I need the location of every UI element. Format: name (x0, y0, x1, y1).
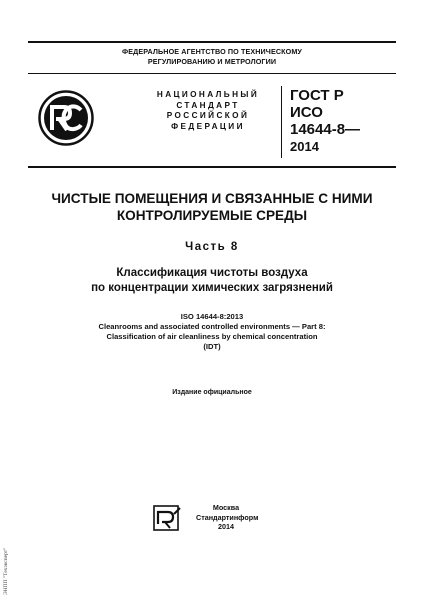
title-line-2: КОНТРОЛИРУЕМЫЕ СРЕДЫ (116, 208, 308, 223)
publisher-city: Москва (212, 503, 240, 512)
gost-designation (290, 87, 400, 155)
iso-line-2: Cleanrooms and associated controlled environments — Part 8: (98, 322, 326, 331)
gost-line-3: 14644-8— (290, 121, 361, 138)
natstd-line-4: ФЕДЕРАЦИИ (171, 121, 245, 131)
publisher-block (196, 503, 259, 532)
title-line-1: ЧИСТЫЕ ПОМЕЩЕНИЯ И СВЯЗАННЫЕ С НИМИ (51, 191, 373, 206)
subtitle-line-1: Классификация чистоты воздуха (116, 267, 308, 279)
header-bottom-rule (28, 166, 396, 168)
natstd-line-3: РОССИЙСКОЙ (166, 111, 250, 120)
agency-line-1: ФЕДЕРАЛЬНОЕ АГЕНТСТВО ПО ТЕХНИЧЕСКОМУ (122, 47, 302, 56)
standartinform-logo-icon (152, 504, 182, 532)
iso-line-3: Classification of air cleanliness by chemical concentration (106, 332, 318, 341)
gost-line-2: ИСО (290, 104, 323, 121)
subtitle-line-2: по концентрации химических загрязнений (91, 281, 333, 294)
publisher-name: Стандартинформ (196, 512, 259, 522)
publication-year: 2014 (218, 522, 234, 531)
document-subtitle (0, 266, 424, 295)
rst-gost-emblem-icon (38, 90, 94, 146)
natstd-line-1: НАЦИОНАЛЬНЫЙ (156, 90, 260, 99)
side-watermark-text: ЭНПП "Техэксперт" (3, 547, 9, 595)
agency-name (0, 47, 424, 67)
top-rule (28, 41, 396, 43)
natstd-line-2: СТАНДАРТ (176, 100, 240, 110)
header-rule (28, 73, 396, 74)
vertical-divider (281, 86, 282, 158)
iso-line-4: (IDT) (203, 342, 221, 351)
gost-line-1: ГОСТ Р (290, 87, 344, 104)
document-title (0, 190, 424, 224)
gost-line-4: 2014 (290, 139, 319, 154)
national-standard-block (138, 90, 278, 132)
part-number: Часть 8 (185, 241, 239, 253)
official-edition: Издание официальное (172, 389, 252, 396)
agency-line-2: РЕГУЛИРОВАНИЮ И МЕТРОЛОГИИ (147, 57, 277, 66)
iso-line-1: ISO 14644-8:2013 (180, 312, 244, 321)
iso-reference (0, 312, 424, 352)
